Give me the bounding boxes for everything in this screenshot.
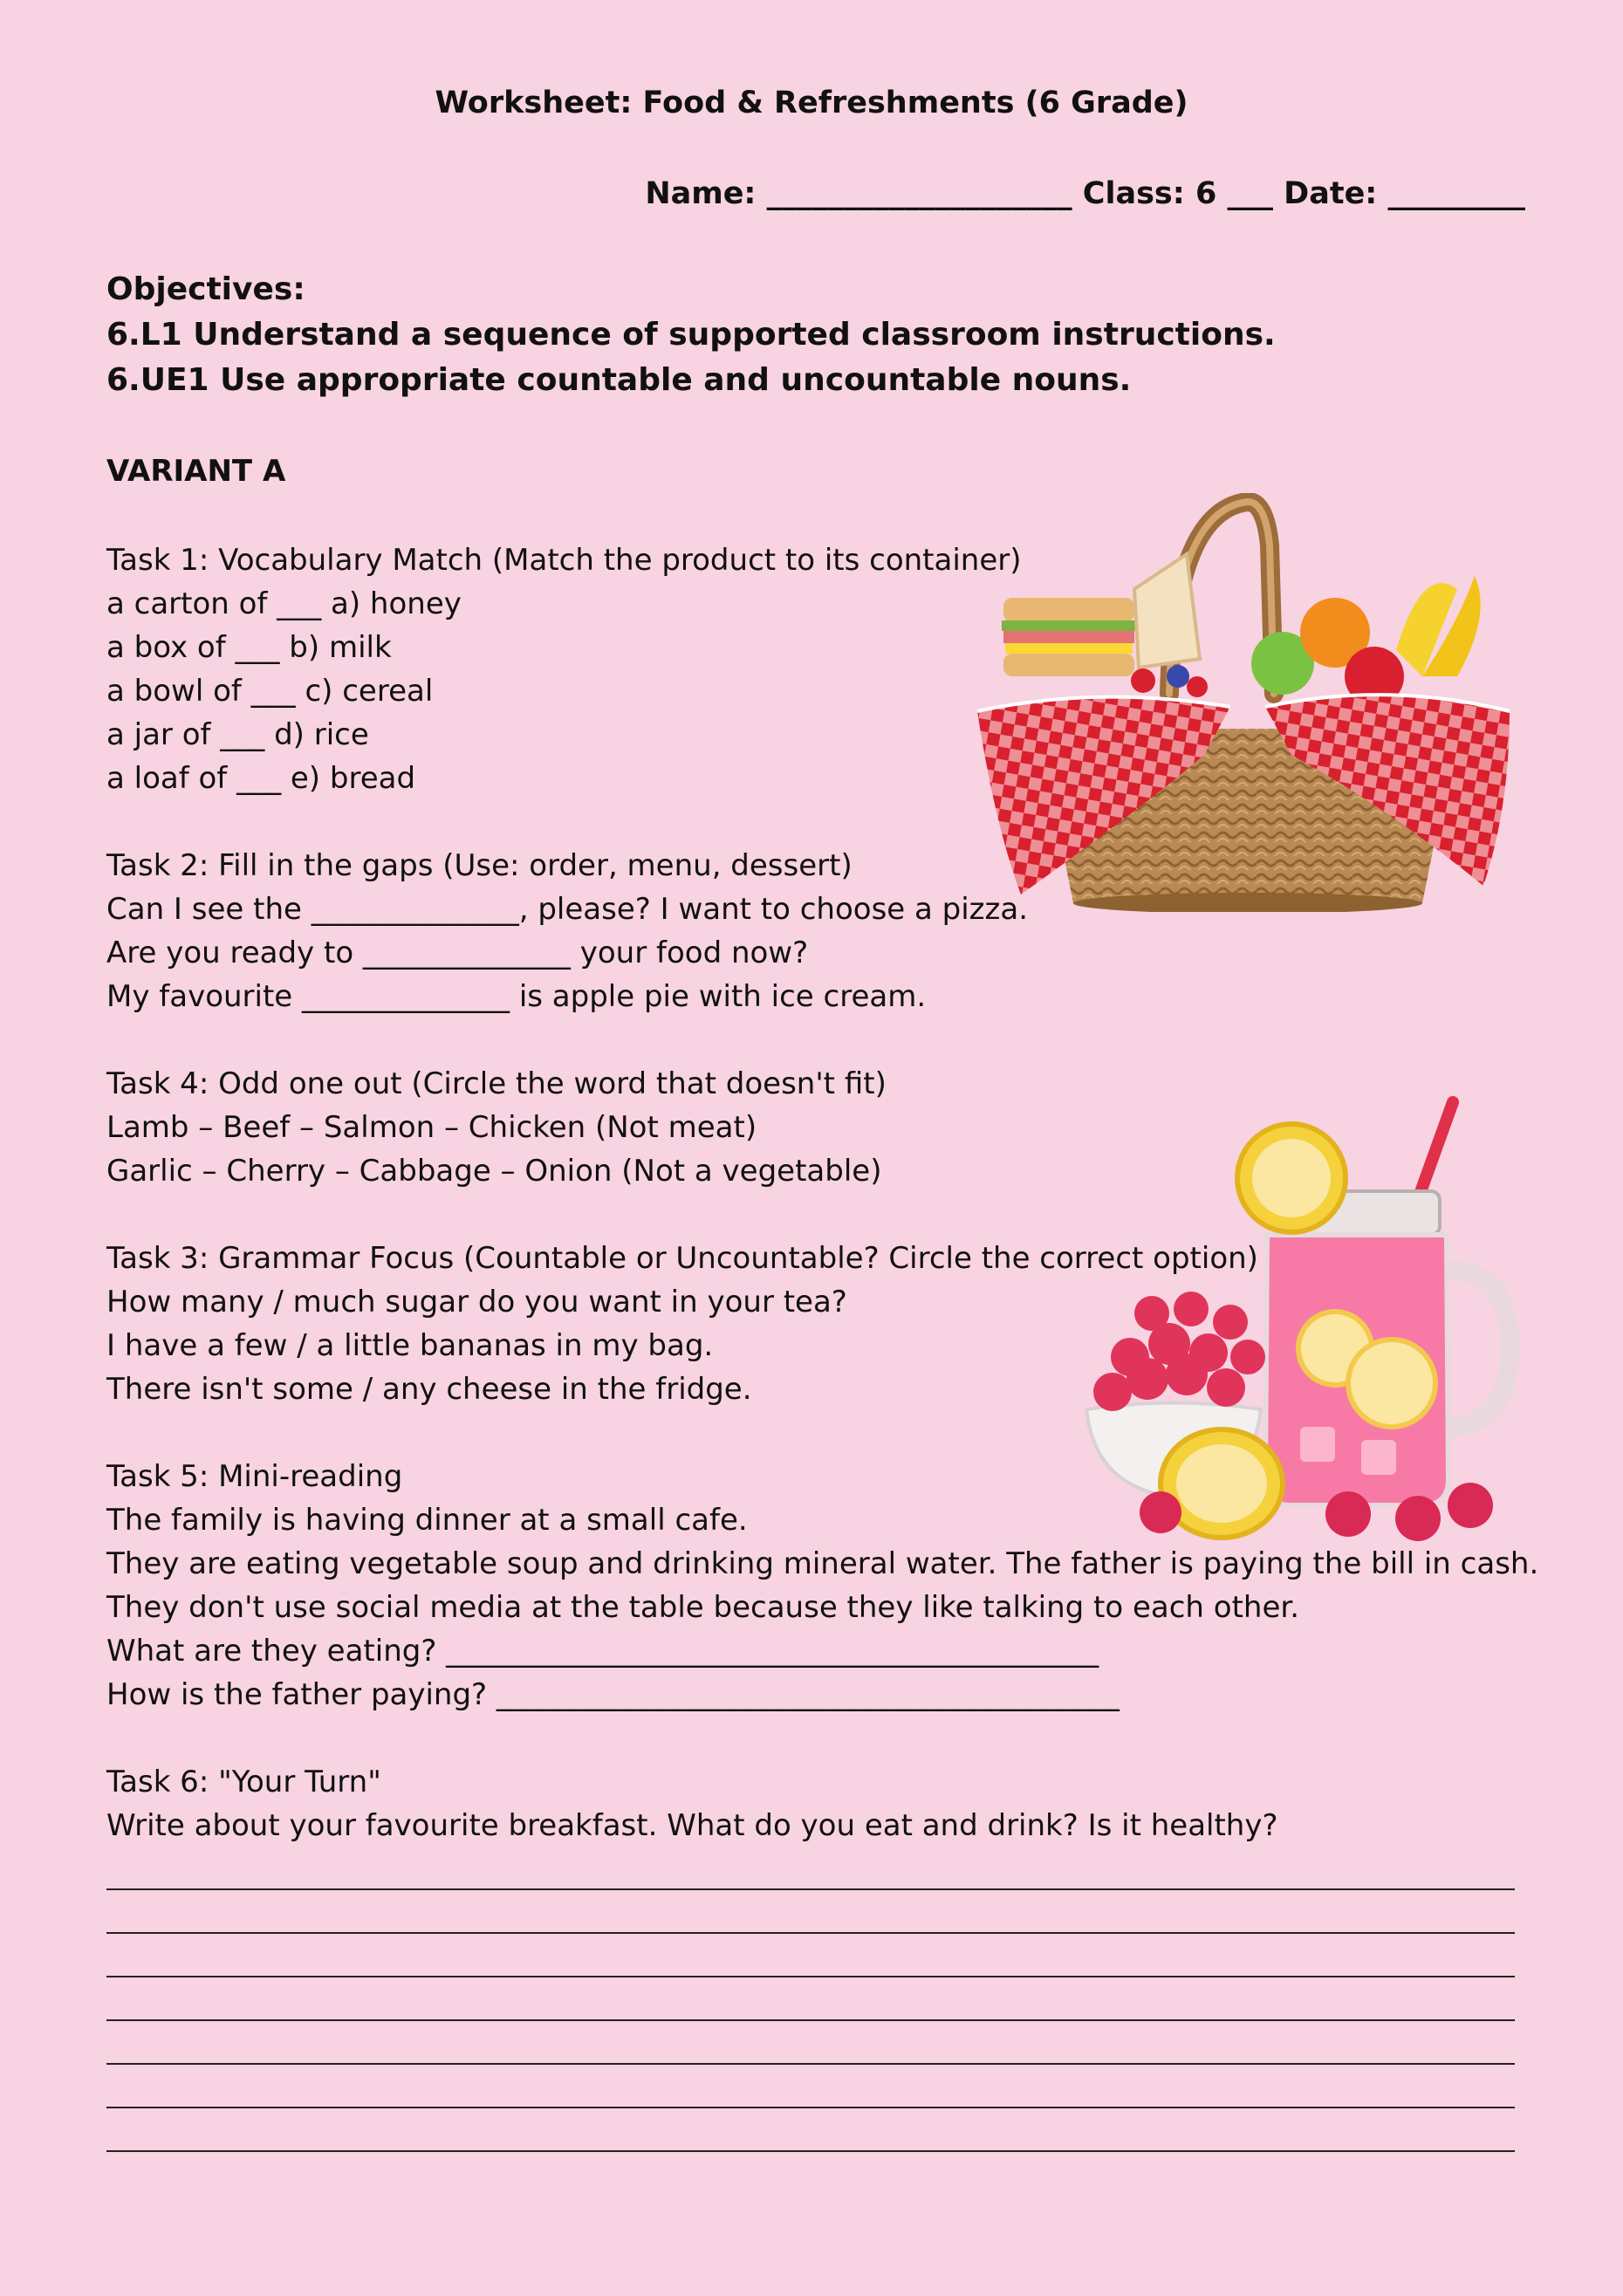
task2-item: Are you ready to ______________ your food now? — [106, 936, 809, 970]
writing-line — [106, 1888, 1515, 1890]
task6-title: Task 6: "Your Turn" — [106, 1765, 381, 1799]
task1-item: a carton of ___ a) honey — [106, 586, 462, 621]
name-class-date-line: Name: ____________________ Class: 6 ___ Date: _________ — [645, 176, 1525, 211]
task2-title: Task 2: Fill in the gaps (Use: order, menu, dessert) — [106, 848, 853, 883]
task3-item: How many / much sugar do you want in your tea? — [106, 1285, 847, 1319]
task5-title: Task 5: Mini-reading — [106, 1459, 403, 1494]
writing-line — [106, 1932, 1515, 1934]
task1-item: a loaf of ___ e) bread — [106, 761, 416, 796]
task6-prompt: Write about your favourite breakfast. What do you eat and drink? Is it healthy? — [106, 1808, 1278, 1843]
task3-title: Task 3: Grammar Focus (Countable or Uncountable? Circle the correct option) — [106, 1241, 1258, 1276]
pink-lemonade-image — [1073, 1095, 1527, 1549]
task5-line: They are eating vegetable soup and drinking mineral water. The father is paying the bill in cash. — [106, 1546, 1539, 1581]
task2-item: My favourite ______________ is apple pie with ice cream. — [106, 979, 927, 1014]
task5-line: They don't use social media at the table because they like talking to each other. — [106, 1590, 1300, 1625]
variant-label: VARIANT A — [106, 454, 286, 489]
writing-line — [106, 2107, 1515, 2108]
task3-item: I have a few / a little bananas in my bag. — [106, 1328, 714, 1363]
task2-item: Can I see the ______________, please? I want to choose a pizza. — [106, 892, 1029, 927]
writing-line — [106, 1976, 1515, 1977]
task5-question: What are they eating? ____________________________________________ — [106, 1634, 1099, 1669]
writing-line — [106, 2019, 1515, 2021]
task1-item: a box of ___ b) milk — [106, 630, 392, 665]
task3-item: There isn't some / any cheese in the fridge. — [106, 1372, 752, 1407]
writing-line — [106, 2150, 1515, 2152]
objectives-heading: Objectives: — [106, 271, 305, 307]
task4-title: Task 4: Odd one out (Circle the word that doesn't fit) — [106, 1066, 887, 1101]
writing-line — [106, 2063, 1515, 2065]
picnic-basket-image — [969, 493, 1527, 912]
task4-item: Garlic – Cherry – Cabbage – Onion (Not a vegetable) — [106, 1154, 882, 1189]
worksheet-title: Worksheet: Food & Refreshments (6 Grade) — [435, 86, 1188, 120]
task1-item: a bowl of ___ c) cereal — [106, 674, 434, 709]
objective-item: 6.L1 Understand a sequence of supported classroom instructions. — [106, 317, 1276, 353]
task5-question: How is the father paying? __________________________________________ — [106, 1677, 1120, 1712]
task5-line: The family is having dinner at a small cafe. — [106, 1503, 748, 1538]
task4-item: Lamb – Beef – Salmon – Chicken (Not meat) — [106, 1110, 757, 1145]
task1-item: a jar of ___ d) rice — [106, 717, 369, 752]
task1-title: Task 1: Vocabulary Match (Match the product to its container) — [106, 543, 1022, 578]
objective-item: 6.UE1 Use appropriate countable and uncountable nouns. — [106, 362, 1132, 398]
